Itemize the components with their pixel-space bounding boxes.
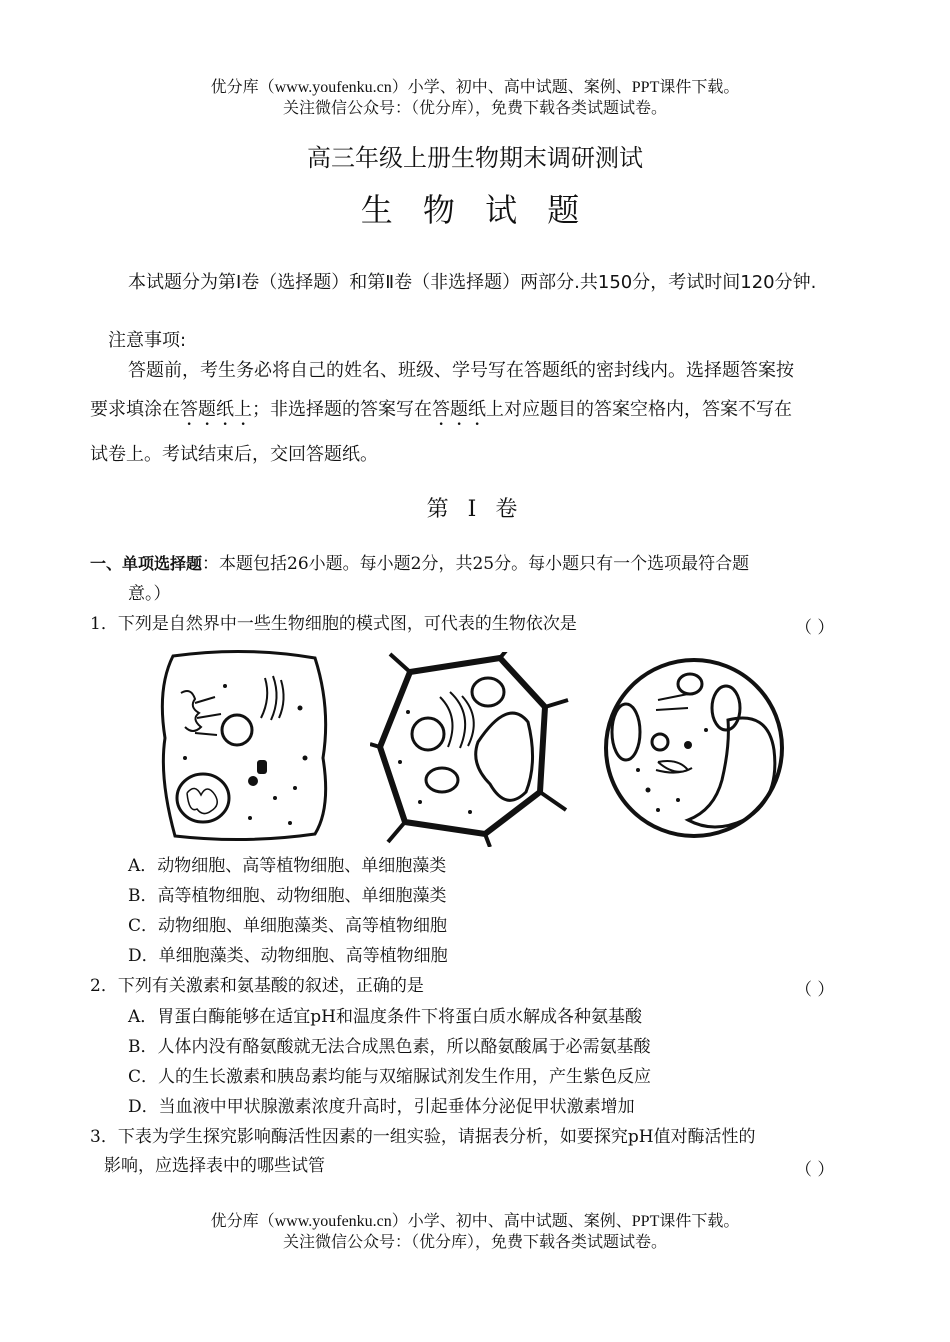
- question-3-stem-cont: 影响，应选择表中的哪些试管: [104, 1156, 325, 1176]
- answer-paren: （ ）: [795, 1160, 835, 1180]
- question-text: 下列有关激素和氨基酸的叙述，正确的是: [117, 976, 424, 996]
- footer-line-2: 关注微信公众号：（优分库），免费下载各类试题试卷。: [282, 1234, 667, 1251]
- q1-option-c: C．动物细胞、单细胞藻类、高等植物细胞: [128, 916, 448, 936]
- question-number: 1．: [90, 614, 118, 634]
- notice-line-2: [90, 395, 860, 430]
- section-label: 一、单项选择题: [90, 554, 203, 573]
- exam-subtitle: 生 物 试 题: [360, 191, 590, 229]
- header-line-2: 关注微信公众号：（优分库），免费下载各类试题试卷。: [282, 100, 667, 117]
- q1-option-d: D．单细胞藻类、动物细胞、高等植物细胞: [128, 946, 448, 966]
- q2-option-d: D．当血液中甲状腺激素浓度升高时，引起垂体分泌促甲状激素增加: [128, 1097, 635, 1117]
- figure-plant-cell: [370, 652, 570, 847]
- emphasis-answer-sheet: 答题纸上: [180, 399, 252, 420]
- question-text: 下列是自然界中一些生物细胞的模式图，可代表的生物依次是: [117, 614, 577, 634]
- question-text: 下表为学生探究影响酶活性因素的一组实验，请据表分析，如要探究pH值对酶活性的: [117, 1127, 756, 1147]
- q2-option-b: B．人体内没有酪氨酸就无法合成黑色素，所以酪氨酸属于必需氨基酸: [128, 1037, 651, 1057]
- section-desc: ：本题包括26小题。每小题2分，共25分。每小题只有一个选项最符合题: [202, 554, 750, 574]
- question-number: 2．: [90, 976, 118, 996]
- figure-animal-cell: [155, 648, 335, 848]
- notice-line-1: 答题前，考生务必将自己的姓名、班级、学号写在答题纸的密封线内。选择题答案按: [128, 360, 794, 381]
- notice-text: 上对应题目的答案空格内，答案不写在: [486, 399, 792, 420]
- notice-text: ；非选择题的答案写在: [252, 399, 432, 420]
- q2-option-c: C．人的生长激素和胰岛素均能与双缩脲试剂发生作用，产生紫色反应: [128, 1067, 652, 1087]
- footer-line-1: 优分库（www.youfenku.cn）小学、初中、高中试题、案例、PPT课件下载。: [210, 1213, 740, 1230]
- intro-paragraph: 本试题分为第Ⅰ卷（选择题）和第Ⅱ卷（非选择题）两部分.共150分，考试时间120分钟.: [128, 272, 817, 293]
- q1-option-b: B．高等植物细胞、动物细胞、单细胞藻类: [128, 886, 447, 906]
- answer-paren: （ ）: [795, 980, 835, 1000]
- question-1-stem: [90, 613, 577, 635]
- answer-paren: （ ）: [795, 618, 835, 638]
- q2-option-a: A．胃蛋白酶能够在适宜pH和温度条件下将蛋白质水解成各种氨基酸: [128, 1007, 642, 1027]
- notice-label: 注意事项:: [108, 330, 187, 351]
- question-number: 3．: [90, 1127, 118, 1147]
- section-heading: [90, 553, 870, 575]
- emphasis-answer-sheet-2: 答题纸: [432, 399, 486, 420]
- section-desc-cont: 意。）: [128, 584, 171, 604]
- notice-line-3: 试卷上。考试结束后，交回答题纸。: [90, 444, 378, 465]
- notice-text: 要求填涂在: [90, 399, 180, 420]
- question-3-stem: [90, 1126, 756, 1148]
- volume-title: 第 I 卷: [426, 497, 524, 522]
- question-2-stem: [90, 975, 424, 997]
- q1-option-a: A．动物细胞、高等植物细胞、单细胞藻类: [128, 856, 447, 876]
- exam-title: 高三年级上册生物期末调研测试: [307, 144, 643, 172]
- header-line-1: 优分库（www.youfenku.cn）小学、初中、高中试题、案例、PPT课件下载。: [210, 79, 740, 96]
- figure-alga-cell: [598, 650, 793, 845]
